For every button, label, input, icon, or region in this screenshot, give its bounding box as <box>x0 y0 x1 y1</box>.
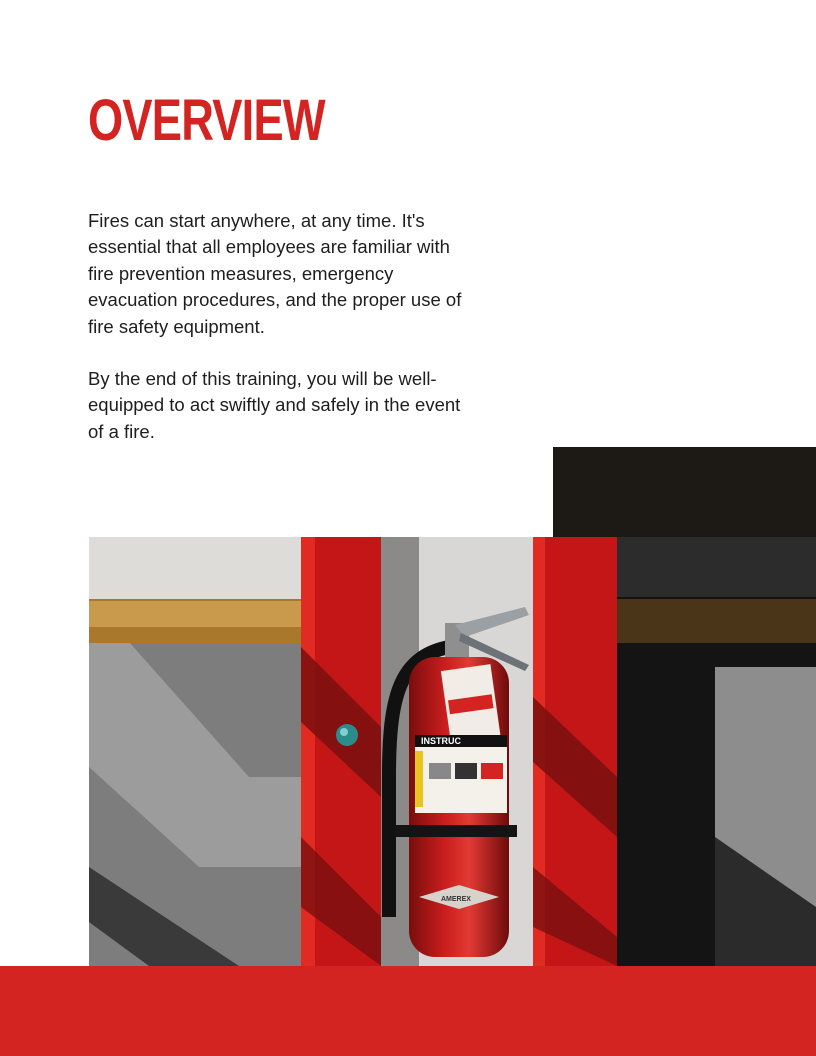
instruction-label-pictogram-2 <box>455 763 477 779</box>
instruction-label-band <box>415 751 423 807</box>
left-wall-lit-top <box>89 537 301 599</box>
left-wood-rail-lit <box>89 601 301 627</box>
right-wall-lit-top <box>617 537 816 597</box>
mounting-strap <box>395 825 517 837</box>
footer-red-bar <box>0 966 816 1056</box>
decorative-dark-block <box>553 447 816 538</box>
page-title: OVERVIEW <box>88 88 325 153</box>
intro-text <box>88 208 468 471</box>
brand-text: AMEREX <box>441 896 471 903</box>
instruction-label-pictogram-1 <box>429 763 451 779</box>
cabinet-knob <box>336 724 358 746</box>
paragraph-2: By the end of this training, you will be well-equipped to act swiftly and safely in the event of a fire. <box>88 368 461 442</box>
fire-extinguisher-photo <box>89 537 816 966</box>
instruction-label-pictogram-3 <box>481 763 503 779</box>
right-wood-rail <box>617 599 816 643</box>
cabinet-knob-highlight <box>340 728 348 736</box>
instruction-label-text: INSTRUC <box>421 736 461 746</box>
paragraph-1: Fires can start anywhere, at any time. It's essential that all employees are familiar with fire prevention measures, emergency evacuation procedures, and the proper use of fire safety equipment. <box>88 210 462 337</box>
